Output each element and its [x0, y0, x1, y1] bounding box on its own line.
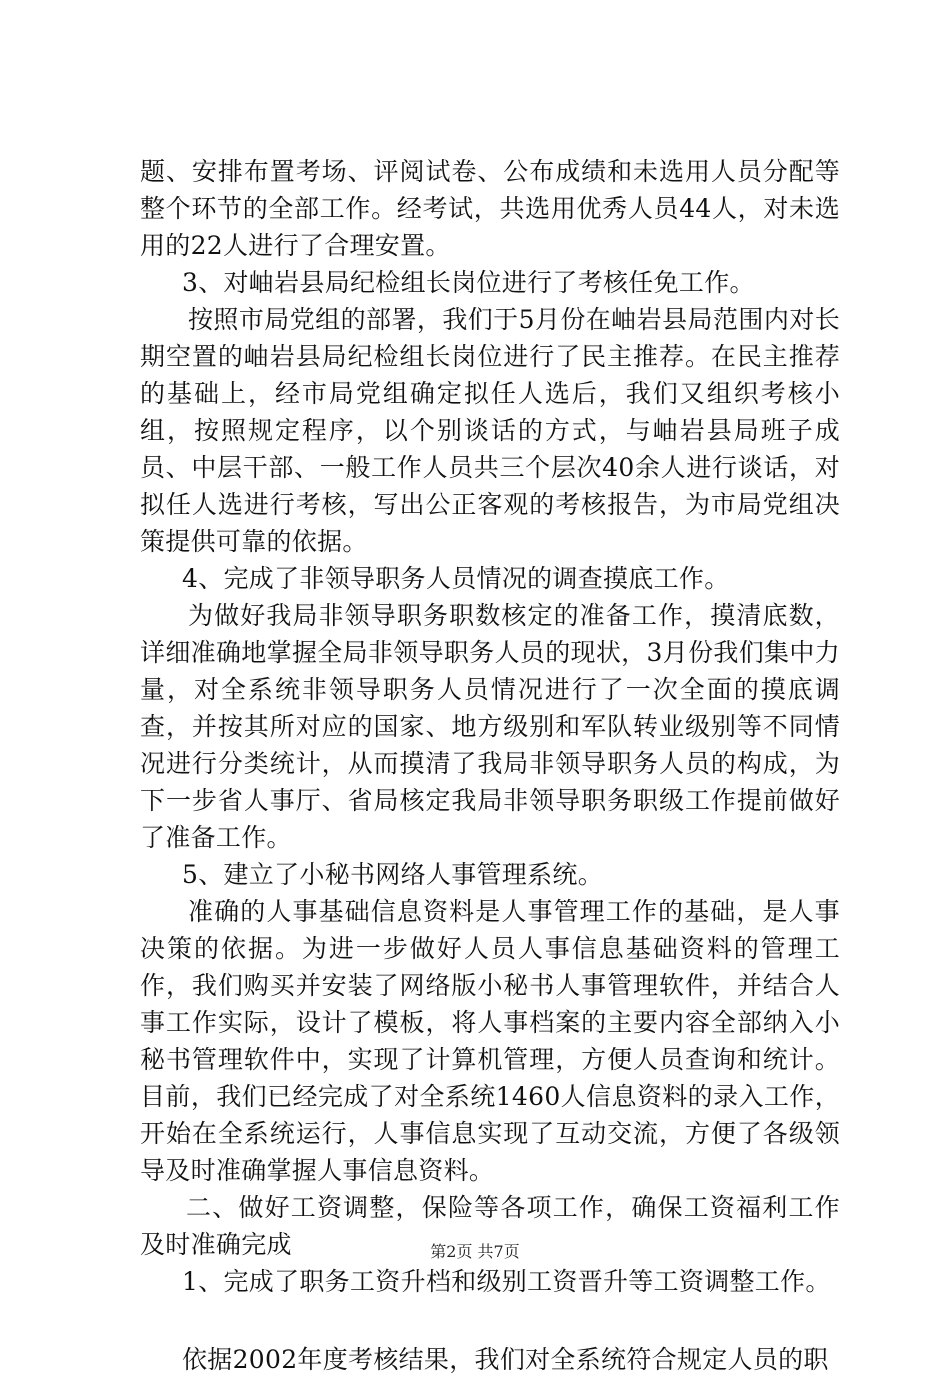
- paragraph-continuation: 题、安排布置考场、评阅试卷、公布成绩和未选用人员分配等整个环节的全部工作。经考试，共选用优秀人员44人，对未选用的22人进行了合理安置。: [140, 157, 840, 260]
- section-heading-5: 5、建立了小秘书网络人事管理系统。: [182, 860, 604, 889]
- paragraph-section-4: 为做好我局非领导职务职数核定的准备工作，摸清底数，详细准确地掌握全局非领导职务人员的现状，3月份我们集中力量，对全系统非领导职务人员情况进行了一次全面的摸底调查，并按其所对应的国家、地方级别和军队转业级别等不同情况进行分类统计，从而摸清了我局非领导职务人员的构成，为下一步省人事厅、省局核定我局非领导职务职级工作提前做好了准备工作。: [140, 601, 840, 852]
- section-heading-3: 3、对岫岩县局纪检组长岗位进行了考核任免工作。: [182, 268, 755, 297]
- paragraph-section-3: 按照市局党组的部署，我们于5月份在岫岩县局范围内对长期空置的岫岩县局纪检组长岗位进行了民主推荐。在民主推荐的基础上，经市局党组确定拟任人选后，我们又组织考核小组，按照规定程序，以个别谈话的方式，与岫岩县局班子成员、中层干部、一般工作人员共三个层次40余人进行谈话，对拟任人选进行考核，写出公正客观的考核报告，为市局党组决策提供可靠的依据。: [140, 305, 840, 556]
- paragraph-section-5: 准确的人事基础信息资料是人事管理工作的基础，是人事决策的依据。为进一步做好人员人事信息基础资料的管理工作，我们购买并安装了网络版小秘书人事管理软件，并结合人事工作实际，设计了模板，将人事档案的主要内容全部纳入小秘书管理软件中，实现了计算机管理，方便人员查询和统计。目前，我们已经完成了对全系统1460人信息资料的录入工作，开始在全系统运行，人事信息实现了互动交流，方便了各级领导及时准确掌握人事信息资料。: [140, 897, 840, 1185]
- chapter-heading-2: 二、做好工资调整，保险等各项工作，确保工资福利工作及时准确完成: [140, 1193, 840, 1259]
- section-heading-4: 4、完成了非领导职务人员情况的调查摸底工作。: [182, 564, 730, 593]
- page-number-footer: 第2页 共7页: [430, 1242, 520, 1261]
- section-heading-1: 1、完成了职务工资升档和级别工资晋升等工资调整工作。: [182, 1267, 831, 1296]
- paragraph-section-1: 依据2002年度考核结果，我们对全系统符合规定人员的职: [182, 1345, 829, 1374]
- document-body: [140, 153, 840, 1378]
